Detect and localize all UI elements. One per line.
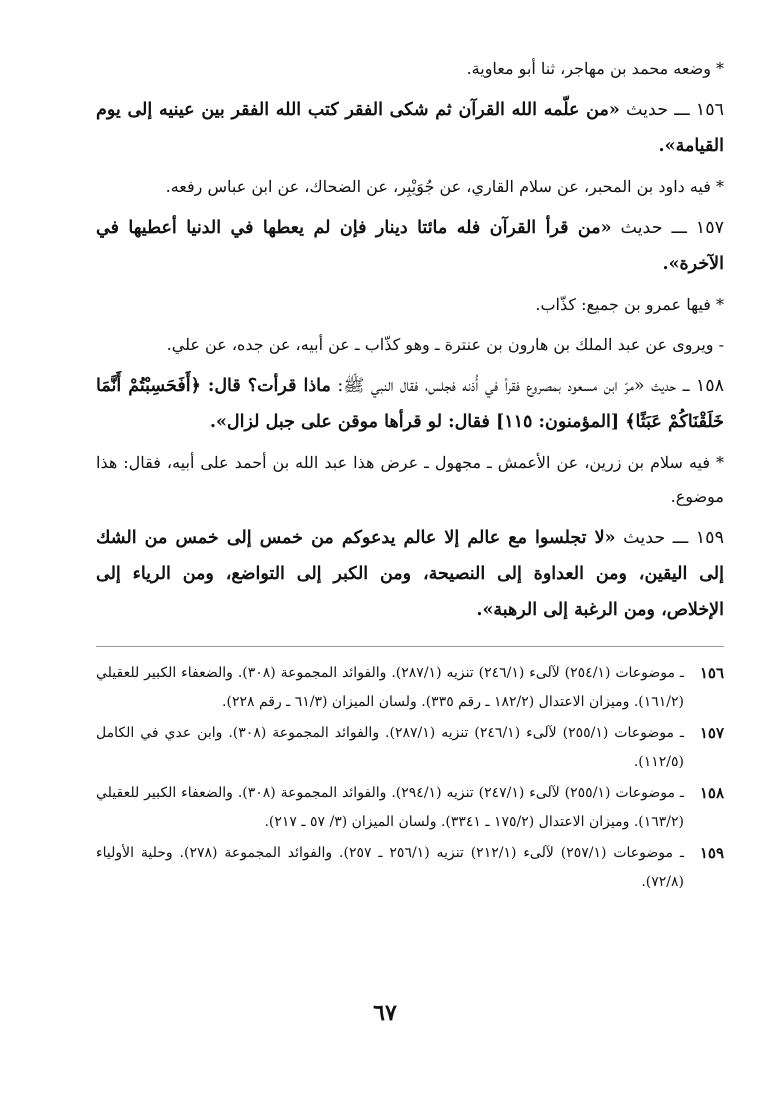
footnote-158 [96,779,724,837]
footnote-text: ـ موضوعات (٢٥٧/١) لآلىء (٢١٢/١) تنزيه (٢٥٦/١ ـ ٢٥٧). والفوائد المجموعة (٢٧٨). وحلية الأولياء (٧٢/٨). [96,845,684,890]
footnote-text: ـ موضوعات (٢٥٤/١) لآلىء (٢٤٦/١) تنزيه (٢٨٧/١). والفوائد المجموعة (٣٠٨). والضعفاء الكبير للعقيلي (١٦١/٢). وميزان الاعتدال (١٨٢/٢ ـ رقم ٣٣٥). ولسان الميزان (٦١/٣ ـ رقم ٢٢٨). [96,665,684,710]
hadith-intro: ١٥٩ ـــ حديث [615,528,724,548]
note-paragraph: * وضعه محمد بن مهاجر، ثنا أبو معاوية. [466,59,724,78]
note-paragraph: * فيه سلام بن زرين، عن الأعمش ـ مجهول ـ عرض هذا عبد الله بن أحمد على أبيه، فقال: هذا موضوع. [96,453,724,506]
hadith-158 [96,368,724,440]
note-paragraph: * فيها عمرو بن جميع: كذّاب. [535,295,724,314]
page-number: ٦٧ [373,1000,397,1026]
footnote-number: ١٥٩ [699,844,724,862]
footnote-157 [96,719,724,777]
footnote-number: ١٥٨ [699,784,724,802]
hadith-text: «لا تجلسوا مع عالم إلا عالم يدعوكم من خمس إلى خمس من الشك إلى اليقين، ومن العداوة إلى النصيحة، ومن الكبر إلى التواضع، ومن الرياء إلى الإخلاص، ومن الرغبة إلى الرهبة». [96,528,724,620]
hadith-intro: ١٥٦ ـــ حديث [619,100,724,120]
footnote-156 [96,659,724,717]
hadith-text: ماذا قرأت؟ قال: ﴿أَفَحَسِبْتُمْ أَنَّمَا خَلَقْنَاكُمْ عَبَثًا﴾ [المؤمنون: ١١٥] فقال: لو قرأها موقن على جبل لزال». [96,376,724,432]
hadith-text: «من علّمه الله القرآن ثم شكى الفقر كتب الله الفقر بين عينيه إلى يوم القيامة». [96,100,724,156]
page-body [96,52,724,899]
hadith-159 [96,520,724,628]
note-paragraph: * فيه داود بن المحبر، عن سلام القاري، عن جُوَيْبِر، عن الضحاك، عن ابن عباس رفعه. [165,177,724,196]
hadith-157 [96,210,724,282]
hadith-156 [96,92,724,164]
footnote-text: ـ موضوعات (٢٥٥/١) لآلىء (٢٤٧/١) تنزيه (٢٩٤/١). والفوائد المجموعة (٣٠٨). والضعفاء الكبير للعقيلي (١٦٣/٢). وميزان الاعتدال (١٧٥/٢ ـ ٣٣٤١). ولسان الميزان (٣/ ٥٧ ـ ٢١٧). [96,785,684,830]
footnote-divider [96,646,724,647]
hadith-intro: ١٥٨ ـــ حديث «مرّ ابن مسعود بمصروع فقرأ في أُذنه فجلس، فقال النبي ﷺ: [330,376,725,396]
footnote-159 [96,839,724,897]
footnote-number: ١٥٦ [699,664,724,682]
footnote-number: ١٥٧ [699,724,724,742]
footnote-text: ـ موضوعات (٢٥٥/١) لآلىء (٢٤٦/١) تنزيه (٢٨٧/١). والفوائد المجموعة (٣٠٨). وابن عدي في الكامل (١١٢/٥). [96,725,685,770]
note-paragraph: - ويروى عن عبد الملك بن هارون بن عنترة ـ وهو كذّاب ـ عن أبيه، عن جده، عن علي. [166,335,724,354]
hadith-intro: ١٥٧ ـــ حديث [611,218,724,238]
hadith-text: «من قرأ القرآن فله مائتا دينار فإن لم يعطها في الدنيا أعطيها في الآخرة». [96,218,724,274]
